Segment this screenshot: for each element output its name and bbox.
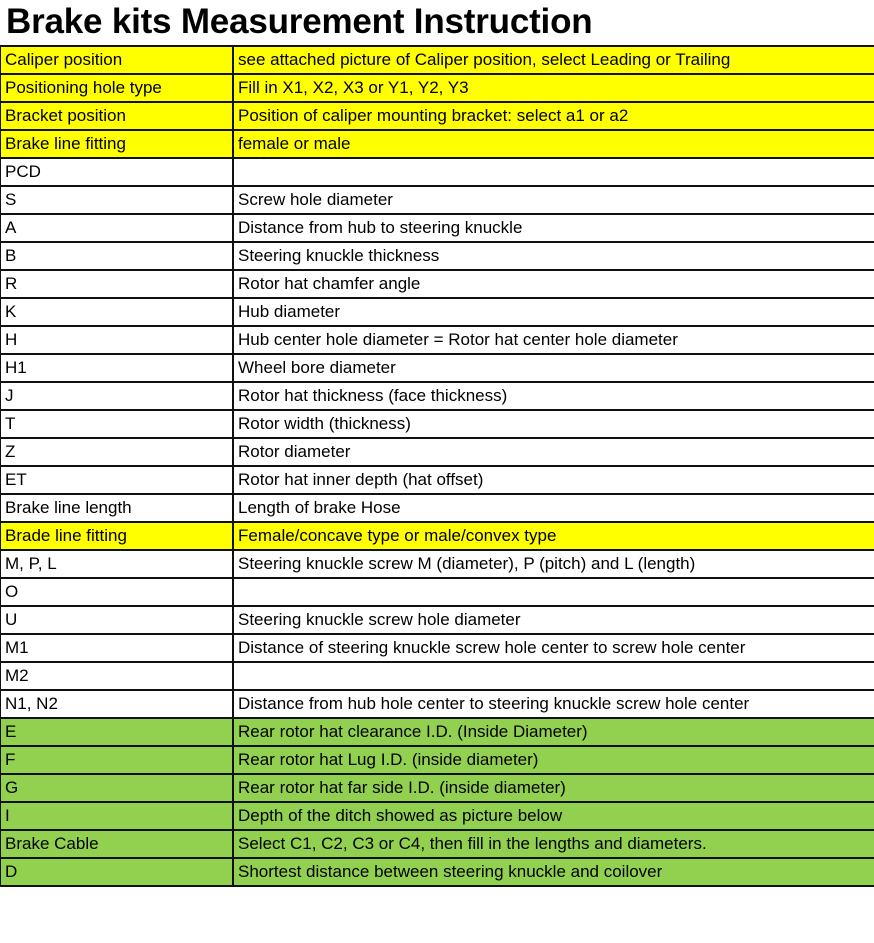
- table-row: [0, 746, 874, 774]
- measurement-description-cell[interactable]: Rear rotor hat Lug I.D. (inside diameter): [233, 746, 874, 774]
- measurement-key-cell[interactable]: A: [0, 214, 233, 242]
- measurement-key-cell[interactable]: H: [0, 326, 233, 354]
- measurement-description-cell[interactable]: Position of caliper mounting bracket: select a1 or a2: [233, 102, 874, 130]
- measurement-description-cell[interactable]: Rotor hat chamfer angle: [233, 270, 874, 298]
- measurement-description-cell[interactable]: Rotor hat thickness (face thickness): [233, 382, 874, 410]
- table-row: [0, 382, 874, 410]
- table-row: [0, 158, 874, 186]
- measurement-description-cell[interactable]: Length of brake Hose: [233, 494, 874, 522]
- measurement-key-cell[interactable]: ET: [0, 466, 233, 494]
- measurement-description-cell[interactable]: Rear rotor hat far side I.D. (inside diameter): [233, 774, 874, 802]
- measurement-description-cell[interactable]: Shortest distance between steering knuckle and coilover: [233, 858, 874, 886]
- measurement-key-cell[interactable]: Bracket position: [0, 102, 233, 130]
- table-row: [0, 550, 874, 578]
- measurement-description-cell[interactable]: Select C1, C2, C3 or C4, then fill in the lengths and diameters.: [233, 830, 874, 858]
- measurement-description-cell[interactable]: Distance from hub hole center to steering knuckle screw hole center: [233, 690, 874, 718]
- table-row: [0, 466, 874, 494]
- measurement-description-cell[interactable]: [233, 158, 874, 186]
- measurement-description-cell[interactable]: Steering knuckle thickness: [233, 242, 874, 270]
- table-row: [0, 46, 874, 74]
- measurement-description-cell[interactable]: Rotor hat inner depth (hat offset): [233, 466, 874, 494]
- table-row: [0, 74, 874, 102]
- table-row: [0, 326, 874, 354]
- measurement-description-cell[interactable]: Depth of the ditch showed as picture below: [233, 802, 874, 830]
- table-row: [0, 662, 874, 690]
- measurement-key-cell[interactable]: Brake line fitting: [0, 130, 233, 158]
- measurement-key-cell[interactable]: R: [0, 270, 233, 298]
- table-row: [0, 438, 874, 466]
- measurement-description-cell[interactable]: Female/concave type or male/convex type: [233, 522, 874, 550]
- table-row: [0, 606, 874, 634]
- measurement-description-cell[interactable]: Hub center hole diameter = Rotor hat center hole diameter: [233, 326, 874, 354]
- measurement-key-cell[interactable]: PCD: [0, 158, 233, 186]
- table-row: [0, 858, 874, 886]
- measurement-key-cell[interactable]: H1: [0, 354, 233, 382]
- table-row: [0, 578, 874, 606]
- measurement-key-cell[interactable]: M, P, L: [0, 550, 233, 578]
- measurement-description-cell[interactable]: Screw hole diameter: [233, 186, 874, 214]
- measurement-key-cell[interactable]: O: [0, 578, 233, 606]
- measurement-description-cell[interactable]: Rear rotor hat clearance I.D. (Inside Diameter): [233, 718, 874, 746]
- measurement-key-cell[interactable]: G: [0, 774, 233, 802]
- table-row: [0, 494, 874, 522]
- measurement-description-cell[interactable]: Steering knuckle screw M (diameter), P (pitch) and L (length): [233, 550, 874, 578]
- measurement-key-cell[interactable]: Brade line fitting: [0, 522, 233, 550]
- measurement-description-cell[interactable]: Steering knuckle screw hole diameter: [233, 606, 874, 634]
- measurement-description-cell[interactable]: Rotor width (thickness): [233, 410, 874, 438]
- measurement-description-cell[interactable]: [233, 578, 874, 606]
- measurement-key-cell[interactable]: Caliper position: [0, 46, 233, 74]
- measurement-key-cell[interactable]: U: [0, 606, 233, 634]
- measurement-key-cell[interactable]: M2: [0, 662, 233, 690]
- measurement-key-cell[interactable]: J: [0, 382, 233, 410]
- measurement-key-cell[interactable]: Brake line length: [0, 494, 233, 522]
- measurement-key-cell[interactable]: M1: [0, 634, 233, 662]
- table-row: [0, 186, 874, 214]
- table-row: [0, 354, 874, 382]
- table-row: [0, 130, 874, 158]
- measurement-key-cell[interactable]: D: [0, 858, 233, 886]
- table-row: [0, 802, 874, 830]
- measurement-table-body: [0, 46, 874, 886]
- measurement-key-cell[interactable]: Z: [0, 438, 233, 466]
- measurement-description-cell[interactable]: Wheel bore diameter: [233, 354, 874, 382]
- measurement-key-cell[interactable]: T: [0, 410, 233, 438]
- measurement-key-cell[interactable]: F: [0, 746, 233, 774]
- measurement-key-cell[interactable]: E: [0, 718, 233, 746]
- measurement-table: [0, 45, 874, 887]
- table-row: [0, 298, 874, 326]
- table-row: [0, 774, 874, 802]
- measurement-key-cell[interactable]: N1, N2: [0, 690, 233, 718]
- measurement-description-cell[interactable]: Distance from hub to steering knuckle: [233, 214, 874, 242]
- table-row: [0, 270, 874, 298]
- table-row: [0, 102, 874, 130]
- measurement-description-cell[interactable]: female or male: [233, 130, 874, 158]
- table-row: [0, 690, 874, 718]
- measurement-description-cell[interactable]: Rotor diameter: [233, 438, 874, 466]
- table-row: [0, 242, 874, 270]
- measurement-description-cell[interactable]: see attached picture of Caliper position, select Leading or Trailing: [233, 46, 874, 74]
- measurement-key-cell[interactable]: Positioning hole type: [0, 74, 233, 102]
- measurement-description-cell[interactable]: Distance of steering knuckle screw hole center to screw hole center: [233, 634, 874, 662]
- table-row: [0, 830, 874, 858]
- measurement-key-cell[interactable]: Brake Cable: [0, 830, 233, 858]
- measurement-key-cell[interactable]: B: [0, 242, 233, 270]
- measurement-description-cell[interactable]: Fill in X1, X2, X3 or Y1, Y2, Y3: [233, 74, 874, 102]
- measurement-description-cell[interactable]: Hub diameter: [233, 298, 874, 326]
- measurement-description-cell[interactable]: [233, 662, 874, 690]
- measurement-key-cell[interactable]: I: [0, 802, 233, 830]
- table-row: [0, 718, 874, 746]
- table-row: [0, 410, 874, 438]
- measurement-key-cell[interactable]: K: [0, 298, 233, 326]
- table-row: [0, 214, 874, 242]
- measurement-key-cell[interactable]: S: [0, 186, 233, 214]
- page-title: Brake kits Measurement Instruction: [6, 2, 593, 41]
- table-row: [0, 634, 874, 662]
- table-row: [0, 522, 874, 550]
